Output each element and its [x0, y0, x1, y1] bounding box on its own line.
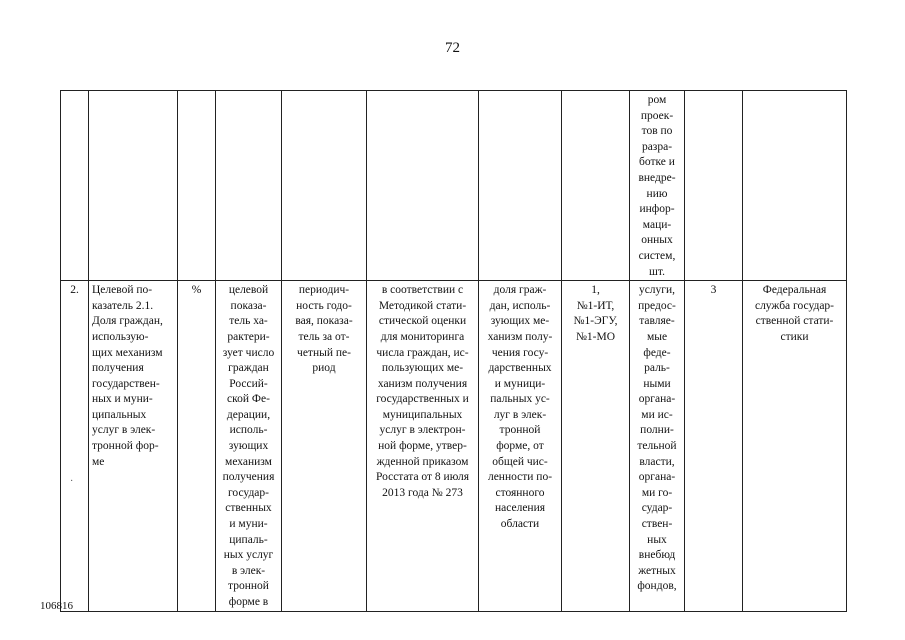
value-cell: 3: [685, 281, 743, 611]
table-cell: [367, 91, 479, 281]
table-cell: [89, 91, 178, 281]
table-row: [61, 281, 847, 611]
table-cell: [216, 91, 282, 281]
unit-cell: %: [178, 281, 216, 611]
table-cell: [479, 91, 562, 281]
indicator-name-cell: Целевой по- казатель 2.1. Доля граждан, использую- щих механизм получения государствен- ных и муни- ципальных услуг в элек- тронной фор- ме: [89, 281, 178, 611]
table-row: [61, 91, 847, 281]
table-cell: [178, 91, 216, 281]
table-cell: [61, 91, 89, 281]
table-cell: [282, 91, 367, 281]
definition-cell: целевой показа- тель ха- рактери- зует число граждан Россий- ской Фе- дерации, исполь- зующих механизм получения государ- ственных и муни- ципаль- ных услуг в элек- тронной форме в: [216, 281, 282, 611]
stray-mark: ·: [70, 476, 74, 487]
row-number-cell: 2.: [61, 281, 89, 611]
table-cell: ром проек- тов по разра- ботке и внедре- нию инфор- маци- онных систем, шт.: [630, 91, 685, 281]
description-cell: услуги, предос- тавляе- мые феде- раль- ными органа- ми ис- полни- тельной власти, органa- ми го- судар- ствен- ных внебюд жетных фондов,: [630, 281, 685, 611]
periodicity-cell: периодич- ность годо- вая, показа- тель за от- четный пе- риод: [282, 281, 367, 611]
table-cell: [562, 91, 630, 281]
method-cell: в соответствии с Методикой стати- стической оценки для мониторинга числа граждан, ис- пользующих ме- ханизм получения государственных и муниципальных услуг в электрон- ной форме, утвер- жденной приказом Росстата от 8 июля 2013 года № 273: [367, 281, 479, 611]
indicator-table: [60, 90, 847, 612]
base-indicator-cell: доля граж- дан, исполь- зующих ме- ханизм полу- чения госу- дарственных и муници- пальных ус- луг в элек- тронной форме, от общей чис- ленности по- стоянного населения области: [479, 281, 562, 611]
data-source-cell: 1, №1-ИТ, №1-ЭГУ, №1-МО: [562, 281, 630, 611]
table-cell: [743, 91, 847, 281]
page-number: 72: [445, 40, 460, 56]
footer-code: 106816: [40, 600, 73, 612]
table-cell: [685, 91, 743, 281]
responsible-cell: Федеральная служба государ- ственной стати- стики: [743, 281, 847, 611]
